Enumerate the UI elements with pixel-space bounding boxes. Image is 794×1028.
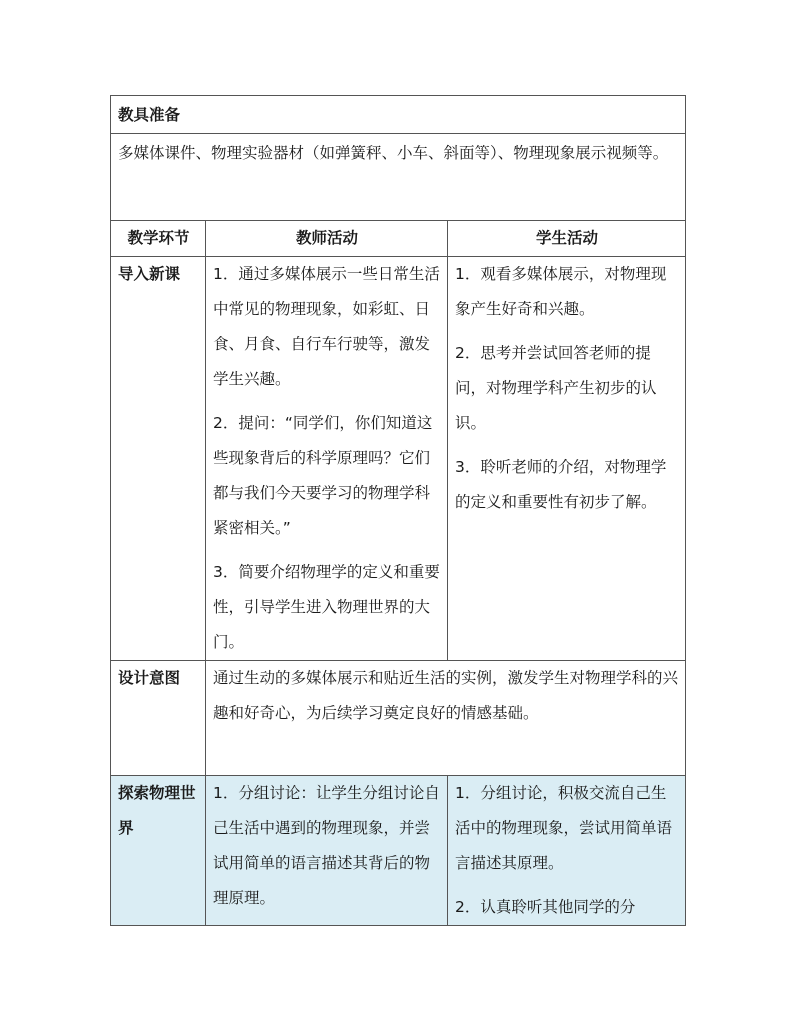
intro-student-item: 1．观看多媒体展示，对物理现象产生好奇和兴趣。	[455, 265, 667, 318]
explore-teacher-activities	[206, 776, 448, 926]
intro-row	[111, 257, 686, 661]
materials-text: 多媒体课件、物理实验器材（如弹簧秤、小车、斜面等）、物理现象展示视频等。	[111, 134, 686, 221]
materials-row	[111, 134, 686, 221]
explore-student-item: 1．分组讨论，积极交流自己生活中的物理现象，尝试用简单语言描述其原理。	[455, 784, 673, 872]
intro-student-item: 3．聆听老师的介绍，对物理学的定义和重要性有初步了解。	[455, 458, 667, 511]
lesson-plan-table	[110, 95, 686, 926]
design-intent-text: 通过生动的多媒体展示和贴近生活的实例，激发学生对物理学科的兴趣和好奇心，为后续学习奠定良好的情感基础。	[206, 661, 686, 776]
intro-teacher-item: 2．提问：“同学们，你们知道这些现象背后的科学原理吗？它们都与我们今天要学习的物理学科紧密相关。”	[213, 414, 433, 537]
intro-teacher-activities	[206, 257, 448, 661]
header-stage: 教学环节	[111, 221, 206, 257]
explore-teacher-item: 1．分组讨论：让学生分组讨论自己生活中遇到的物理现象，并尝试用简单的语言描述其背后的物理原理。	[213, 784, 440, 907]
header-teacher: 教师活动	[206, 221, 448, 257]
intro-stage-label: 导入新课	[111, 257, 206, 661]
materials-header-row	[111, 96, 686, 134]
explore-stage-label: 探索物理世界	[111, 776, 206, 926]
intro-student-activities	[448, 257, 686, 661]
explore-student-item: 2．认真聆听其他同学的分	[455, 898, 636, 916]
header-student: 学生活动	[448, 221, 686, 257]
column-header-row	[111, 221, 686, 257]
explore-row	[111, 776, 686, 926]
intro-teacher-item: 1．通过多媒体展示一些日常生活中常见的物理现象，如彩虹、日食、月食、自行车行驶等，激发学生兴趣。	[213, 265, 440, 388]
intro-student-item: 2．思考并尝试回答老师的提问，对物理学科产生初步的认识。	[455, 344, 657, 432]
materials-title: 教具准备	[111, 96, 686, 134]
explore-student-activities	[448, 776, 686, 926]
design-row	[111, 661, 686, 776]
design-stage-label: 设计意图	[111, 661, 206, 776]
intro-teacher-item: 3．简要介绍物理学的定义和重要性，引导学生进入物理世界的大门。	[213, 563, 440, 651]
